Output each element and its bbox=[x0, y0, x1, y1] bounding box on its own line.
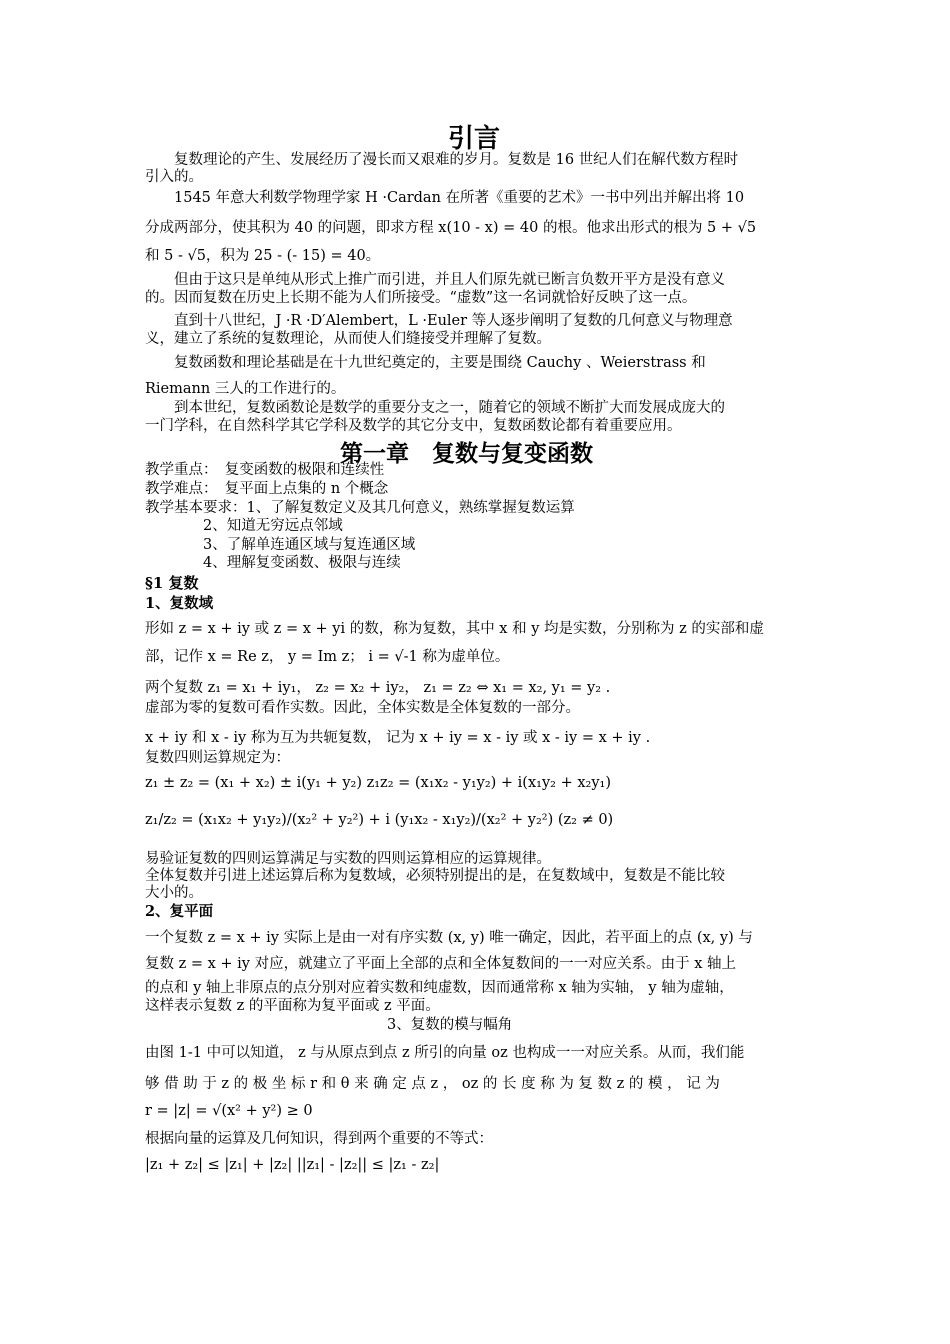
s1-line1: 形如 z = x + iy 或 z = x + yi 的数，称为复数，其中 x 和 y 均是实数，分别称为 z 的实部和虚 bbox=[145, 621, 764, 637]
intro-p6-line1: 到本世纪，复数函数论是数学的重要分支之一，随着它的领域不断扩大而发展成庞大的 bbox=[174, 400, 725, 416]
intro-p3-line1: 但由于这只是单纯从形式上推广而引进，并且人们原先就已断言负数开平方是没有意义 bbox=[174, 272, 725, 288]
section-1-heading: §1 复数 bbox=[145, 574, 199, 592]
intro-p1-line2: 引入的。 bbox=[145, 169, 203, 185]
teaching-difficulty: 教学难点： 复平面上点集的 n 个概念 bbox=[145, 481, 389, 497]
intro-p6-line2: 一门学科，在自然科学其它学科及数学的其它分支中，复数函数论都有着重要应用。 bbox=[145, 418, 682, 434]
intro-p2-line3: 和 5 - √5，积为 25 - (- 15) = 40。 bbox=[145, 248, 381, 264]
intro-p5-line1: 复数函数和理论基础是在十九世纪奠定的，主要是围绕 Cauchy 、Weierstrass 和 bbox=[174, 355, 706, 371]
s1-line8: 全体复数并引进上述运算后称为复数域，必须特别提出的是，在复数域中，复数是不能比较 bbox=[145, 868, 725, 884]
subsection-modulus-argument: 3、复数的模与幅角 bbox=[387, 1017, 513, 1033]
intro-p4-line1: 直到十八世纪，J ·R ·D′Alembert，L ·Euler 等人逐步阐明了复数的几何意义与物理意 bbox=[174, 313, 733, 329]
equation-quotient: z₁/z₂ = (x₁x₂ + y₁y₂)/(x₂² + y₂²) + i (y₁x₂ - x₁y₂)/(x₂² + y₂²) (z₂ ≠ 0) bbox=[145, 812, 614, 828]
intro-p4-line2: 义，建立了系统的复数理论，从而使人们缝接受并理解了复数。 bbox=[145, 331, 551, 347]
teaching-requirement-4: 4、理解复变函数、极限与连续 bbox=[203, 555, 401, 571]
s1-line4: 虚部为零的复数可看作实数。因此，全体实数是全体复数的一部分。 bbox=[145, 700, 580, 716]
s1-line15: 够 借 助 于 z 的 极 坐 标 r 和 θ 来 确 定 点 z ， oz 的 长 度 称 为 复 数 z 的 模 ， 记 为 bbox=[145, 1076, 720, 1092]
chapter-title: 第一章 复数与复变函数 bbox=[340, 440, 593, 467]
s1-line6: 复数四则运算规定为： bbox=[145, 750, 290, 766]
s1-line2: 部，记作 x = Re z， y = Im z； i = √-1 称为虚单位。 bbox=[145, 649, 510, 665]
teaching-requirement-3: 3、了解单连通区域与复连通区域 bbox=[203, 537, 416, 553]
equation-sum-product: z₁ ± z₂ = (x₁ + x₂) ± i(y₁ + y₂) z₁z₂ = (x₁x₂ - y₁y₂) + i(x₁y₂ + x₂y₁) bbox=[145, 775, 611, 791]
intro-p2-line1: 1545 年意大利数学物理学家 H ·Cardan 在所著《重要的艺术》一书中列出并解出将 10 bbox=[174, 190, 745, 206]
s1-line5: x + iy 和 x - iy 称为互为共轭复数， 记为 x + iy = x - iy 或 x - iy = x + iy . bbox=[145, 730, 651, 746]
teaching-requirement-2: 2、知道无穷远点邻域 bbox=[203, 518, 343, 534]
intro-p1-line1: 复数理论的产生、发展经历了漫长而又艰难的岁月。复数是 16 世纪人们在解代数方程时 bbox=[174, 152, 739, 168]
intro-p5-line2: Riemann 三人的工作进行的。 bbox=[145, 381, 346, 397]
s1-line11: 复数 z = x + iy 对应，就建立了平面上全部的点和全体复数间的一一对应关系。由于 x 轴上 bbox=[145, 956, 736, 972]
s1-line17: 根据向量的运算及几何知识，得到两个重要的不等式： bbox=[145, 1131, 493, 1147]
s1-line9: 大小的。 bbox=[145, 885, 203, 901]
equation-modulus: r = |z| = √(x² + y²) ≥ 0 bbox=[145, 1103, 313, 1119]
s1-line12: 的点和 y 轴上非原点的点分别对应着实数和纯虚数，因而通常称 x 轴为实轴， y 轴为虚轴， bbox=[145, 980, 734, 996]
s1-line3: 两个复数 z₁ = x₁ + iy₁， z₂ = x₂ + iy₂， z₁ = z₂ ⇔ x₁ = x₂, y₁ = y₂ . bbox=[145, 680, 611, 696]
teaching-focus: 教学重点： 复变函数的极限和连续性 bbox=[145, 462, 385, 478]
intro-p3-line2: 的。因而复数在历史上长期不能为人们所接受。“虚数”这一名词就恰好反映了这一点。 bbox=[145, 290, 697, 306]
subsection-complex-plane: 2、复平面 bbox=[145, 903, 214, 920]
s1-line14: 由图 1-1 中可以知道， z 与从原点到点 z 所引的向量 oz 也构成一一对应关系。从而，我们能 bbox=[145, 1045, 745, 1061]
intro-p2-line2: 分成两部分，使其积为 40 的问题，即求方程 x(10 - x) = 40 的根。他求出形式的根为 5 + √5 bbox=[145, 220, 757, 236]
s1-line10: 一个复数 z = x + iy 实际上是由一对有序实数 (x, y) 唯一确定，因此，若平面上的点 (x, y) 与 bbox=[145, 930, 753, 946]
teaching-requirement-1: 教学基本要求：1、了解复数定义及其几何意义，熟练掌握复数运算 bbox=[145, 500, 575, 516]
equation-triangle-inequalities: |z₁ + z₂| ≤ |z₁| + |z₂| ||z₁| - |z₂|| ≤ |z₁ - z₂| bbox=[145, 1157, 440, 1173]
s1-line13: 这样表示复数 z 的平面称为复平面或 z 平面。 bbox=[145, 998, 440, 1014]
subsection-complex-field: 1、复数域 bbox=[145, 595, 214, 612]
intro-title: 引言 bbox=[448, 124, 501, 154]
s1-line7: 易验证复数的四则运算满足与实数的四则运算相应的运算规律。 bbox=[145, 851, 551, 867]
